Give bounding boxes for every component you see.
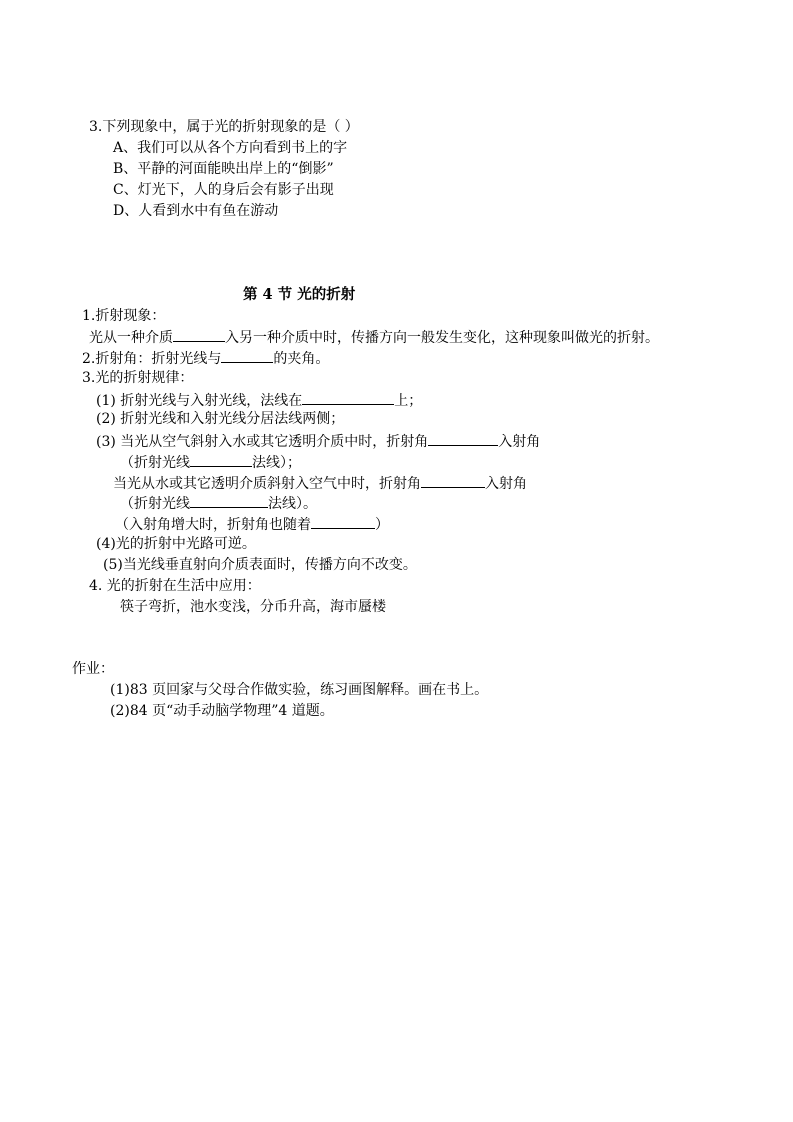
law1-text-a: (1) 折射光线与入射光线，法线在 [96, 393, 303, 409]
law-3-bracket-2 [120, 492, 317, 514]
homework-label: 作业： [72, 661, 114, 677]
item2-text-b: 的夹角。 [273, 351, 330, 367]
homework-item-2: (2)84 页“动手动脑学物理”4 道题。 [110, 703, 334, 719]
law3-d2: 入射角 [485, 476, 527, 492]
item2-text-a: 2.折射角：折射光线与 [82, 351, 222, 367]
section-title: 第 4 节 光的折射 [243, 286, 356, 303]
blank [221, 347, 273, 363]
law-5: (5)当光线垂直射向介质表面时，传播方向不改变。 [103, 557, 417, 573]
option-a: A、我们可以从各个方向看到书上的字 [113, 140, 348, 156]
law-3-note [115, 513, 389, 535]
law-2: (2) 折射光线和入射光线分居法线两侧； [96, 411, 345, 427]
item1-text-b: 入另一种介质中时，传播方向一般发生变化，这种现象叫做光的折射。 [225, 330, 659, 346]
blank [311, 513, 375, 529]
law3-c2: 法线）； [252, 455, 301, 471]
law3-e1: （折射光线 [120, 496, 190, 512]
item4-examples: 筷子弯折，池水变浅，分币升高，海市蜃楼 [120, 599, 386, 615]
item1-text [89, 326, 659, 348]
blank [190, 451, 252, 467]
homework-item-1: (1)83 页回家与父母合作做实验，练习画图解释。画在书上。 [110, 682, 489, 698]
law3-text-b: 入射角 [498, 434, 541, 450]
item2-text [82, 347, 329, 369]
law-3-bracket-1 [120, 451, 301, 473]
blank [421, 472, 485, 488]
law3-text-a: (3) 当光从空气斜射入水或其它透明介质中时，折射角 [96, 434, 429, 450]
law3-c1: （折射光线 [120, 455, 190, 471]
item1-label: 1.折射现象： [82, 308, 166, 324]
blank [302, 389, 394, 405]
law1-text-b: 上； [394, 393, 423, 409]
blank [190, 492, 268, 508]
item3-label: 3.光的折射规律： [82, 370, 194, 386]
item4-label: 4. 光的折射在生活中应用： [89, 578, 261, 594]
law-4: (4)光的折射中光路可逆。 [96, 536, 256, 552]
law-3-reverse [113, 472, 527, 494]
law-3 [96, 430, 540, 452]
option-c: C、灯光下，人的身后会有影子出现 [113, 182, 334, 198]
option-b: B、平静的河面能映出岸上的“倒影” [113, 161, 334, 177]
question-stem: 3.下列现象中，属于光的折射现象的是（ ） [89, 119, 359, 135]
item1-text-a: 光从一种介质 [89, 330, 173, 346]
blank [428, 430, 498, 446]
law3-f1: （入射角增大时，折射角也随着 [115, 517, 311, 533]
blank [173, 326, 225, 342]
option-d: D、人看到水中有鱼在游动 [113, 203, 279, 219]
law3-d1: 当光从水或其它透明介质斜射入空气中时，折射角 [113, 476, 421, 492]
law3-f2: ） [375, 517, 389, 533]
law-1 [96, 389, 422, 411]
law3-e2: 法线）。 [268, 496, 317, 512]
